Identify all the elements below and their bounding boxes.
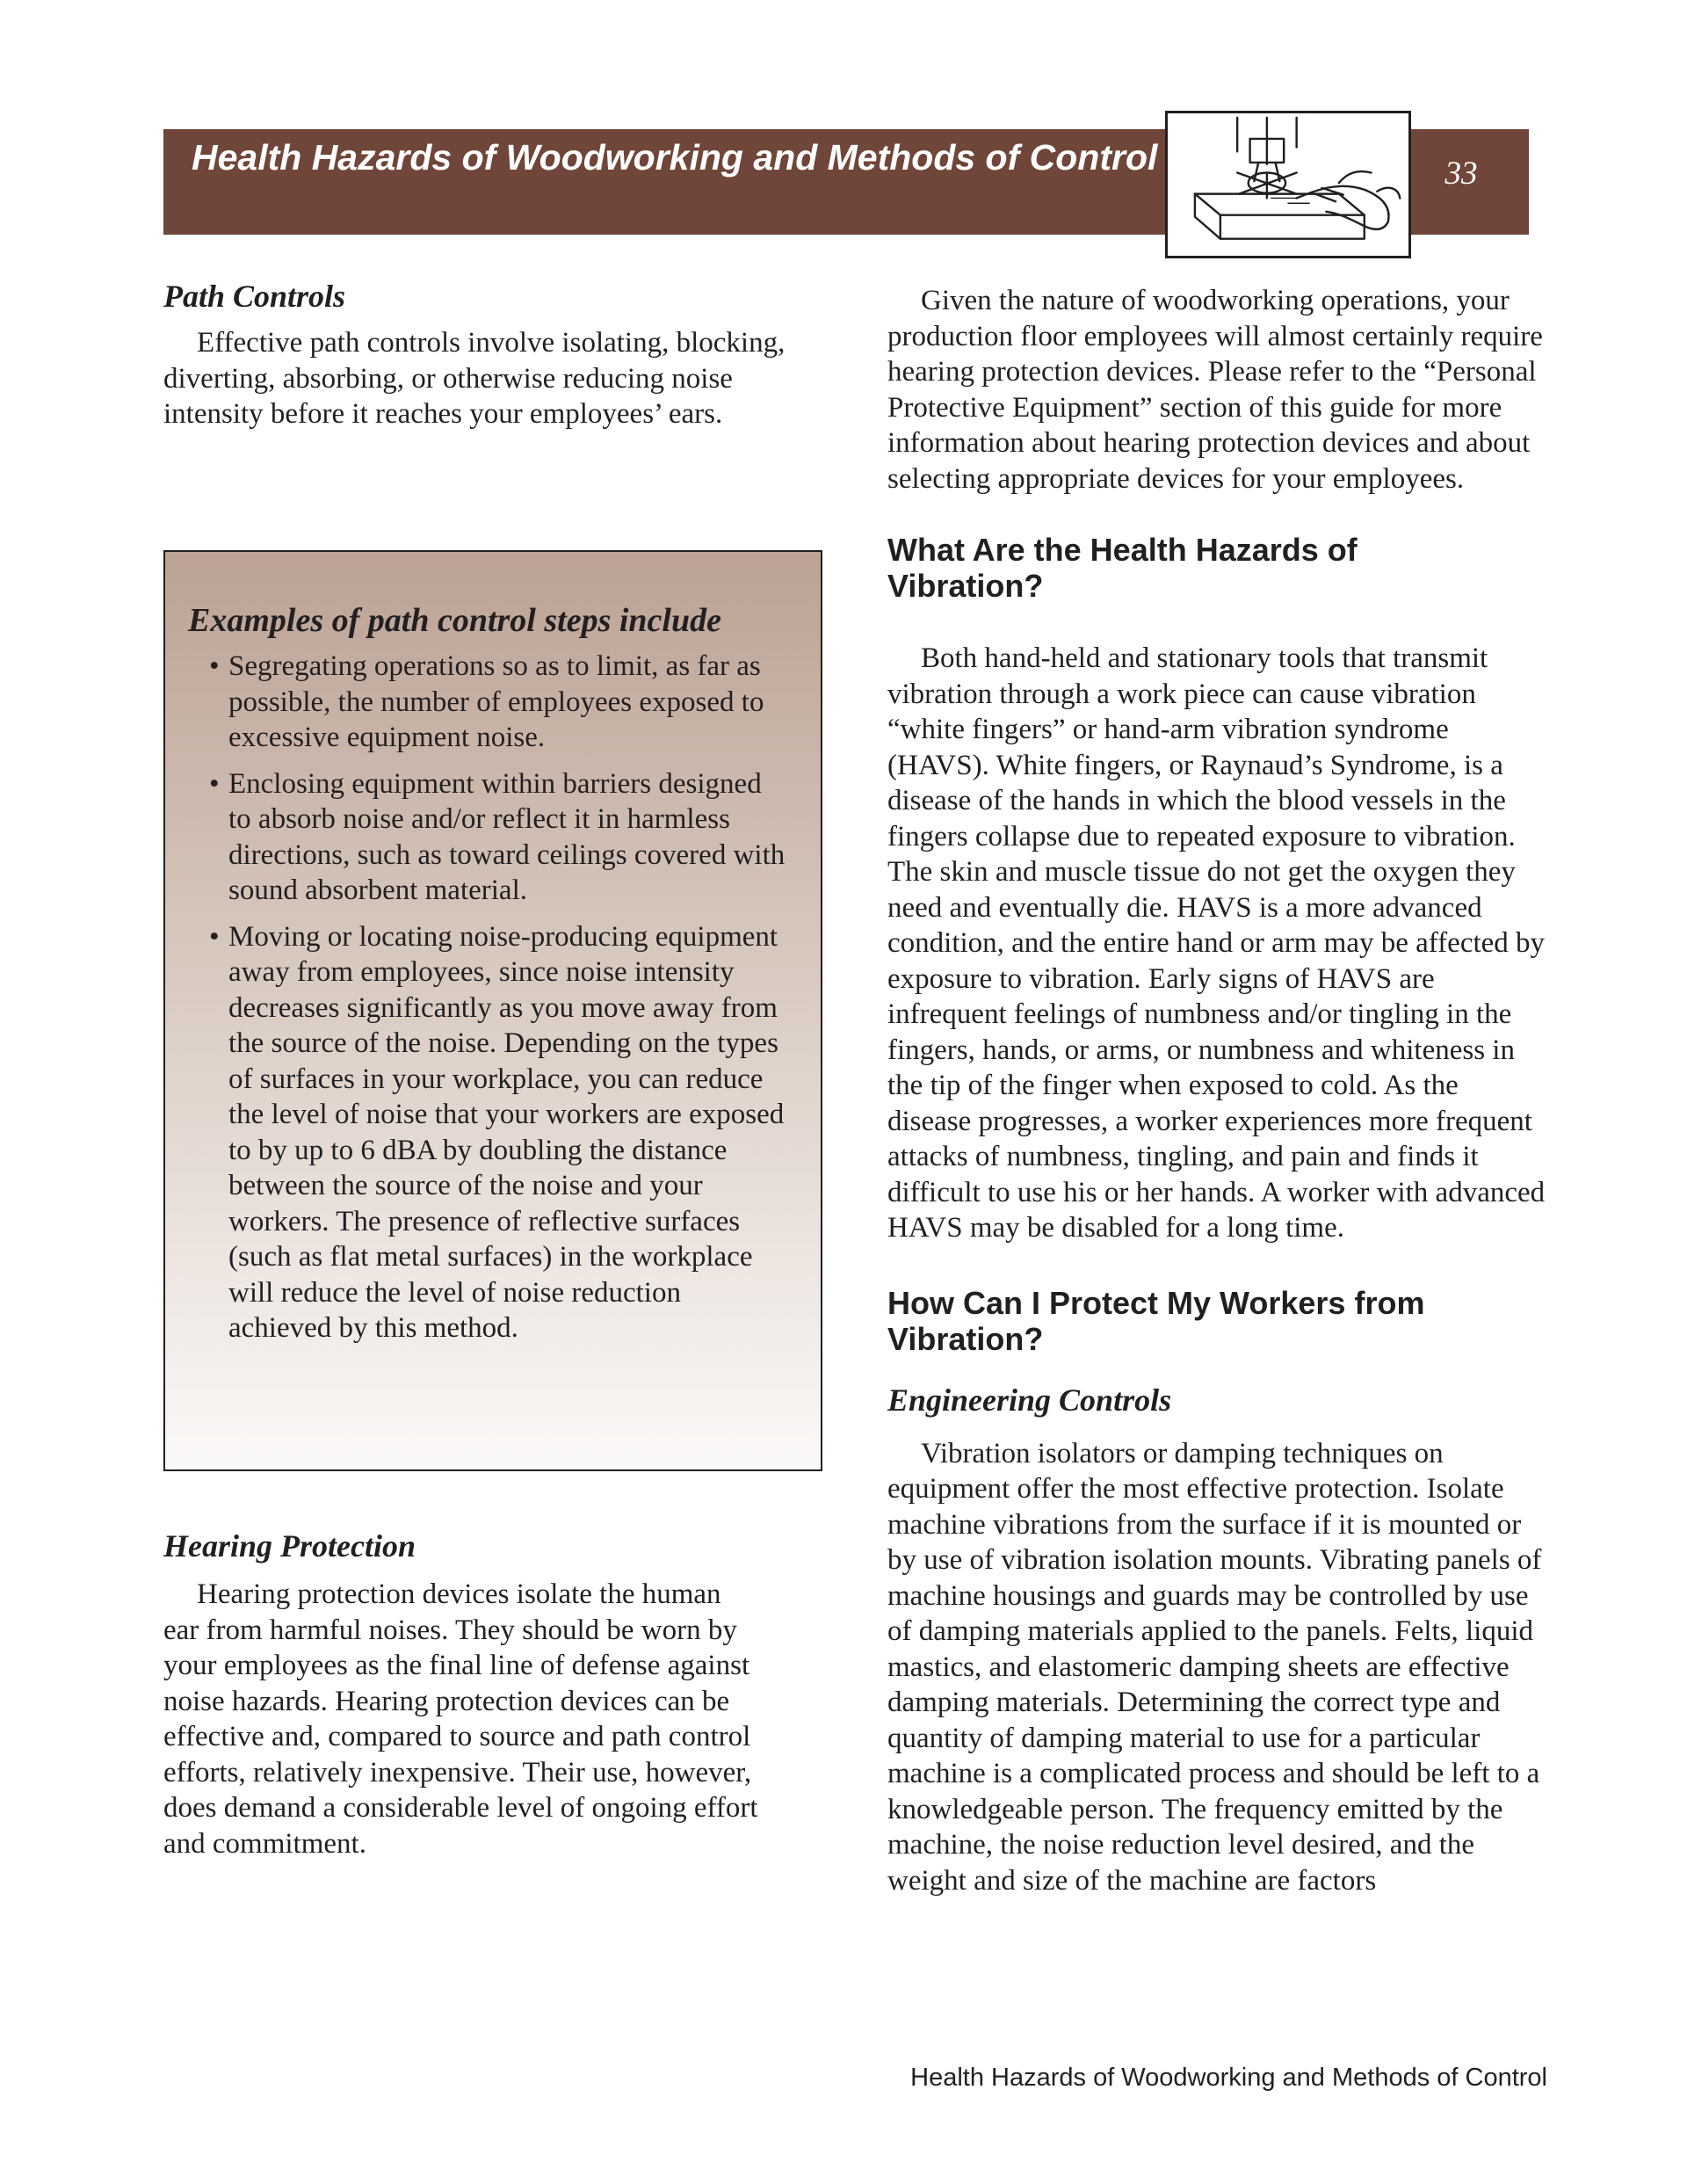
sidebar-title: Examples of path control steps include <box>188 602 721 639</box>
engineering-controls-body: Vibration isolators or damping techniques on equipment offer the most effective protection. Isolate machine vibrations from the surface if it is mounted or by use of vibration isolation mounts. Vibrating panels of machine housings and guards may be controlled by use of damping materials applied to the panels. Felts, liquid mastics, and elastomeric damping sheets are effective damping materials. Determining the correct type and quantity of damping material to use for a particular machine is a complicated process and should be left to a knowledgeable person. The frequency emitted by the machine, the noise reduction level desired, and the weight and size of the machine are factors <box>887 1437 1542 1897</box>
page-title: Health Hazards of Woodworking and Methods of Control <box>192 137 1158 178</box>
vibration-hazards-body: Both hand-held and stationary tools that transmit vibration through a work piece can cause vibration “white fingers” or hand-arm vibration syndrome (HAVS). White fingers, or Raynaud’s Syndrome, is a disease of the hands in which the blood vessels in the fingers collapse due to repeated exposure to vibration. The skin and muscle tissue do not get the oxygen they need and eventually die. HAVS is a more advanced condition, and the entire hand or arm may be affected by exposure to vibration. Early signs of HAVS are infrequent feelings of numbness and/or tingling in the fingers, hands, or arms, or numbness and whiteness in the tip of the finger when exposed to cold. As the disease progresses, a worker experiences more frequent attacks of numbness, tingling, and pain and finds it difficult to use his or her hands. A worker with advanced HAVS may be disabled for a long time. <box>887 642 1546 1244</box>
hearing-protection-section <box>163 1527 761 1861</box>
vibration-hazards-heading: What Are the Health Hazards of Vibration? <box>887 532 1358 604</box>
engineering-controls-heading: Engineering Controls <box>887 1382 1172 1418</box>
path-controls-heading: Path Controls <box>163 279 346 314</box>
path-control-examples-box <box>163 550 822 1471</box>
page-footer: Health Hazards of Woodworking and Methods of Control <box>910 2064 1547 2092</box>
path-control-examples-list <box>209 649 789 1357</box>
list-item: • Moving or locating noise-producing equipment away from employees, since noise intensity decreases significantly as you move away from the source of the noise. Depending on the types of surfaces in your workplace, you can reduce the level of noise that your workers are exposed to by up to 6 dBA by doubling the distance between the source of the noise and your workers. The presence of reflective surfaces (such as flat metal surfaces) in the workplace will reduce the level of noise reduction achieved by this method. <box>209 919 789 1346</box>
path-controls-section <box>163 278 787 432</box>
page-number: 33 <box>1444 156 1478 192</box>
protect-workers-heading: How Can I Protect My Workers from Vibration? <box>887 1284 1425 1357</box>
list-item: • Enclosing equipment within barriers designed to absorb noise and/or reflect it in harmless directions, such as toward ceilings covered with sound absorbent material. <box>209 766 789 909</box>
path-controls-body: Effective path controls involve isolating, blocking, diverting, absorbing, or otherwise reducing noise intensity before it reaches your employees’ ears. <box>163 327 786 430</box>
intro-paragraph: Given the nature of woodworking operations, your production floor employees will almost certainly require hearing protection devices. Please refer to the “Personal Protective Equipment” section of this guide for more information about hearing protection devices and about selecting appropriate devices for your employees. <box>887 285 1543 495</box>
list-item: • Segregating operations so as to limit, as far as possible, the number of employees exposed to excessive equipment noise. <box>209 649 789 756</box>
hearing-protection-heading: Hearing Protection <box>163 1528 416 1564</box>
right-column <box>887 283 1546 1898</box>
hearing-protection-body: Hearing protection devices isolate the human ear from harmful noises. They should be worn by your employees as the final line of defense against noise hazards. Hearing protection devices can be effective and, compared to source and path control efforts, relatively inexpensive. Their use, however, does demand a considerable level of ongoing effort and commitment. <box>163 1578 758 1860</box>
woodworking-machine-illustration-icon <box>1165 111 1411 258</box>
